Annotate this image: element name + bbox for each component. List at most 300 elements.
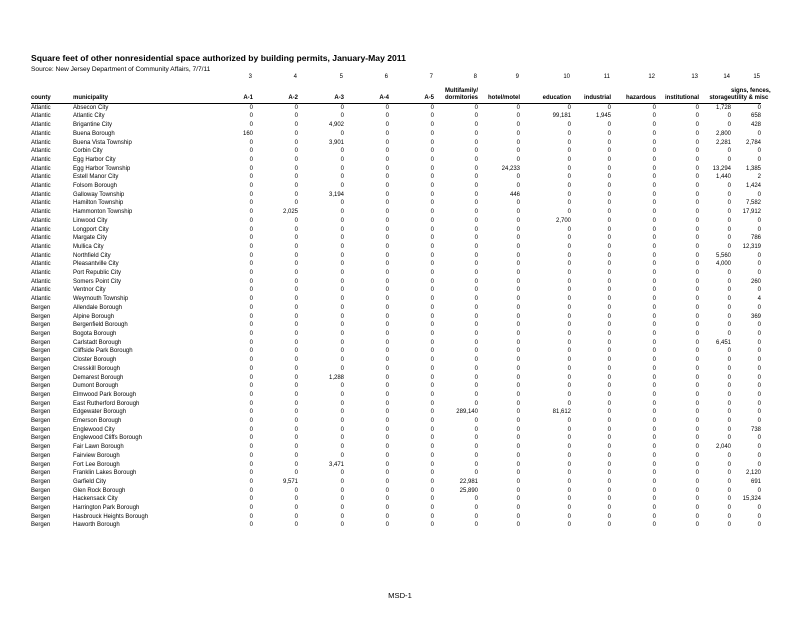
cell-municipality: Buena Vista Township [73, 139, 132, 146]
cell-a1: 0 [249, 461, 253, 468]
cell-hazardous: 0 [652, 304, 656, 311]
cell-municipality: Bogota Borough [73, 330, 117, 337]
cell-education: 0 [567, 278, 571, 285]
cell-county: Atlantic [31, 165, 51, 172]
cell-a3: 0 [340, 418, 344, 425]
cell-hotel: 0 [516, 461, 520, 468]
cell-signs: 0 [757, 461, 761, 468]
cell-storage: 0 [727, 461, 731, 468]
cell-industrial: 0 [607, 505, 611, 512]
cell-a1: 0 [249, 374, 253, 381]
header-storage: storage [709, 94, 731, 101]
cell-county: Bergen [31, 391, 51, 398]
cell-a1: 0 [249, 122, 253, 129]
cell-storage: 0 [727, 287, 731, 294]
header-institutional: institutional [665, 94, 699, 101]
cell-a3: 3,901 [328, 139, 344, 146]
table-row [31, 452, 761, 461]
cell-a2: 0 [294, 113, 298, 120]
cell-storage: 0 [727, 365, 731, 372]
permits-table [31, 73, 771, 530]
cell-institutional: 0 [695, 348, 699, 355]
header-hazardous: hazardous [625, 94, 656, 101]
cell-multifamily: 0 [474, 217, 478, 224]
cell-hotel: 0 [516, 330, 520, 337]
cell-municipality: Fort Lee Borough [73, 461, 120, 468]
table-row [31, 504, 761, 513]
cell-a2: 0 [294, 496, 298, 503]
table-row [31, 121, 761, 130]
cell-a3: 0 [340, 426, 344, 433]
cell-institutional: 0 [695, 148, 699, 155]
cell-a3: 0 [340, 478, 344, 485]
cell-multifamily: 0 [474, 365, 478, 372]
cell-storage: 4,000 [715, 261, 731, 268]
cell-a5: 0 [430, 357, 434, 364]
cell-a5: 0 [430, 330, 434, 337]
cell-industrial: 0 [607, 278, 611, 285]
cell-education: 0 [567, 418, 571, 425]
cell-signs: 0 [757, 444, 761, 451]
cell-a4: 0 [385, 130, 389, 137]
cell-a1: 0 [249, 505, 253, 512]
cell-multifamily: 0 [474, 348, 478, 355]
table-row [31, 313, 761, 322]
cell-signs: 0 [757, 452, 761, 459]
cell-institutional: 0 [695, 287, 699, 294]
cell-signs: 0 [757, 374, 761, 381]
cell-hazardous: 0 [652, 278, 656, 285]
cell-signs: 0 [757, 505, 761, 512]
cell-storage: 0 [727, 148, 731, 155]
cell-municipality: Haworth Borough [73, 522, 120, 529]
cell-a1: 0 [249, 304, 253, 311]
cell-hotel: 0 [516, 304, 520, 311]
cell-county: Bergen [31, 461, 51, 468]
cell-education: 0 [567, 287, 571, 294]
cell-multifamily: 289,140 [456, 409, 478, 416]
column-number: 14 [723, 74, 730, 80]
cell-multifamily: 0 [474, 304, 478, 311]
table-row [31, 356, 761, 365]
cell-a2: 0 [294, 252, 298, 259]
cell-multifamily: 0 [474, 374, 478, 381]
cell-a5: 0 [430, 113, 434, 120]
cell-education: 0 [567, 226, 571, 233]
cell-a2: 0 [294, 400, 298, 407]
cell-a1: 0 [249, 322, 253, 329]
cell-hazardous: 0 [652, 217, 656, 224]
cell-county: Bergen [31, 357, 51, 364]
cell-hotel: 0 [516, 104, 520, 111]
table-row [31, 286, 761, 295]
cell-industrial: 0 [607, 409, 611, 416]
cell-signs: 691 [750, 478, 761, 485]
table-row [31, 461, 761, 470]
cell-signs: 0 [757, 365, 761, 372]
cell-a3: 0 [340, 104, 344, 111]
cell-institutional: 0 [695, 383, 699, 390]
cell-a1: 0 [249, 383, 253, 390]
header-hotel: hotel/motel [487, 94, 520, 101]
cell-hazardous: 0 [652, 261, 656, 268]
cell-municipality: Galloway Township [73, 191, 125, 198]
cell-a2: 0 [294, 418, 298, 425]
cell-storage: 0 [727, 122, 731, 129]
cell-hotel: 0 [516, 478, 520, 485]
cell-industrial: 0 [607, 426, 611, 433]
table-row [31, 382, 761, 391]
cell-municipality: Hackensack City [73, 496, 118, 503]
cell-education: 0 [567, 261, 571, 268]
cell-a2: 0 [294, 261, 298, 268]
cell-county: Bergen [31, 313, 51, 320]
cell-hazardous: 0 [652, 130, 656, 137]
cell-hotel: 446 [509, 191, 520, 198]
cell-a5: 0 [430, 278, 434, 285]
cell-multifamily: 0 [474, 339, 478, 346]
cell-storage: 0 [727, 296, 731, 303]
cell-institutional: 0 [695, 426, 699, 433]
cell-a5: 0 [430, 418, 434, 425]
cell-education: 81,612 [552, 409, 571, 416]
cell-a5: 0 [430, 122, 434, 129]
cell-hotel: 0 [516, 339, 520, 346]
cell-county: Bergen [31, 426, 51, 433]
page-footer: MSD-1 [388, 591, 412, 600]
cell-signs: 0 [757, 348, 761, 355]
column-number: 6 [384, 74, 388, 80]
cell-a3: 0 [340, 278, 344, 285]
cell-a1: 0 [249, 226, 253, 233]
cell-institutional: 0 [695, 505, 699, 512]
cell-municipality: Mullica City [73, 243, 104, 250]
cell-municipality: Allendale Borough [73, 304, 123, 311]
cell-a5: 0 [430, 444, 434, 451]
cell-county: Atlantic [31, 252, 51, 259]
cell-hazardous: 0 [652, 243, 656, 250]
cell-county: Atlantic [31, 113, 51, 120]
cell-signs: 0 [757, 226, 761, 233]
cell-institutional: 0 [695, 444, 699, 451]
cell-multifamily: 0 [474, 513, 478, 520]
cell-a3: 0 [340, 487, 344, 494]
cell-municipality: Franklin Lakes Borough [73, 470, 137, 477]
cell-education: 0 [567, 470, 571, 477]
cell-storage: 0 [727, 470, 731, 477]
table-row [31, 347, 761, 356]
cell-signs: 0 [757, 270, 761, 277]
cell-industrial: 0 [607, 513, 611, 520]
cell-storage: 0 [727, 522, 731, 529]
cell-hazardous: 0 [652, 209, 656, 216]
cell-multifamily: 0 [474, 287, 478, 294]
cell-industrial: 0 [607, 183, 611, 190]
cell-hotel: 0 [516, 226, 520, 233]
table-row [31, 199, 761, 208]
cell-a1: 0 [249, 391, 253, 398]
cell-a4: 0 [385, 217, 389, 224]
cell-a3: 0 [340, 209, 344, 216]
cell-a3: 0 [340, 183, 344, 190]
cell-storage: 0 [727, 200, 731, 207]
cell-signs: 7,582 [745, 200, 761, 207]
cell-industrial: 0 [607, 148, 611, 155]
cell-a3: 0 [340, 270, 344, 277]
cell-a4: 0 [385, 365, 389, 372]
cell-industrial: 0 [607, 243, 611, 250]
cell-a5: 0 [430, 339, 434, 346]
cell-storage: 0 [727, 226, 731, 233]
cell-multifamily: 0 [474, 522, 478, 529]
column-number [73, 73, 213, 82]
cell-a4: 0 [385, 296, 389, 303]
cell-county: Atlantic [31, 104, 51, 111]
column-number: 5 [339, 74, 343, 80]
cell-municipality: Hammonton Township [73, 209, 133, 216]
cell-county: Bergen [31, 444, 51, 451]
cell-education: 0 [567, 130, 571, 137]
cell-hazardous: 0 [652, 296, 656, 303]
cell-multifamily: 0 [474, 400, 478, 407]
table-row [31, 112, 761, 121]
cell-hazardous: 0 [652, 165, 656, 172]
cell-a2: 0 [294, 191, 298, 198]
cell-institutional: 0 [695, 357, 699, 364]
cell-municipality: Fair Lawn Borough [73, 444, 124, 451]
cell-institutional: 0 [695, 139, 699, 146]
cell-industrial: 0 [607, 296, 611, 303]
cell-a2: 9,571 [282, 478, 298, 485]
cell-industrial: 0 [607, 313, 611, 320]
cell-a5: 0 [430, 165, 434, 172]
cell-hotel: 0 [516, 278, 520, 285]
table-row [31, 443, 761, 452]
cell-education: 0 [567, 487, 571, 494]
cell-institutional: 0 [695, 174, 699, 181]
cell-a5: 0 [430, 313, 434, 320]
cell-county: Bergen [31, 452, 51, 459]
cell-hazardous: 0 [652, 191, 656, 198]
cell-municipality: Linwood City [73, 217, 108, 224]
cell-a5: 0 [430, 148, 434, 155]
cell-municipality: Estell Manor City [73, 174, 119, 181]
cell-a4: 0 [385, 478, 389, 485]
table-row [31, 156, 761, 165]
cell-multifamily: 0 [474, 148, 478, 155]
cell-a4: 0 [385, 487, 389, 494]
cell-county: Atlantic [31, 217, 51, 224]
cell-a4: 0 [385, 374, 389, 381]
cell-a1: 0 [249, 278, 253, 285]
cell-a5: 0 [430, 104, 434, 111]
cell-industrial: 0 [607, 470, 611, 477]
cell-hazardous: 0 [652, 287, 656, 294]
cell-hazardous: 0 [652, 174, 656, 181]
cell-county: Bergen [31, 339, 51, 346]
cell-hazardous: 0 [652, 139, 656, 146]
cell-a5: 0 [430, 348, 434, 355]
cell-multifamily: 0 [474, 383, 478, 390]
cell-county: Bergen [31, 383, 51, 390]
cell-industrial: 0 [607, 461, 611, 468]
cell-signs: 0 [757, 383, 761, 390]
cell-a1: 0 [249, 287, 253, 294]
cell-a2: 0 [294, 339, 298, 346]
cell-a4: 0 [385, 435, 389, 442]
table-row [31, 339, 761, 348]
cell-signs: 369 [750, 313, 761, 320]
header-signs-line2: utility & misc [731, 94, 769, 101]
cell-a3: 0 [340, 348, 344, 355]
cell-hotel: 24,233 [501, 165, 520, 172]
cell-hotel: 0 [516, 183, 520, 190]
table-row [31, 182, 761, 191]
cell-a4: 0 [385, 261, 389, 268]
cell-education: 0 [567, 165, 571, 172]
cell-storage: 0 [727, 391, 731, 398]
table-row [31, 234, 761, 243]
cell-multifamily: 0 [474, 191, 478, 198]
cell-county: Bergen [31, 409, 51, 416]
cell-education: 0 [567, 400, 571, 407]
cell-a3: 0 [340, 243, 344, 250]
cell-county: Atlantic [31, 122, 51, 129]
cell-a2: 0 [294, 348, 298, 355]
cell-a4: 0 [385, 322, 389, 329]
cell-hazardous: 0 [652, 252, 656, 259]
cell-municipality: Cliffside Park Borough [73, 348, 133, 355]
cell-a4: 0 [385, 209, 389, 216]
cell-hazardous: 0 [652, 400, 656, 407]
cell-a5: 0 [430, 287, 434, 294]
cell-county: Bergen [31, 330, 51, 337]
cell-industrial: 0 [607, 191, 611, 198]
cell-a2: 0 [294, 522, 298, 529]
cell-a4: 0 [385, 243, 389, 250]
cell-county: Atlantic [31, 200, 51, 207]
cell-hotel: 0 [516, 365, 520, 372]
cell-county: Atlantic [31, 139, 51, 146]
cell-a3: 0 [340, 313, 344, 320]
cell-a2: 0 [294, 226, 298, 233]
column-number: 9 [515, 74, 519, 80]
cell-storage: 0 [727, 400, 731, 407]
cell-multifamily: 0 [474, 130, 478, 137]
cell-county: Atlantic [31, 270, 51, 277]
cell-industrial: 0 [607, 496, 611, 503]
cell-signs: 0 [757, 418, 761, 425]
cell-education: 0 [567, 330, 571, 337]
cell-industrial: 0 [607, 174, 611, 181]
cell-a1: 0 [249, 365, 253, 372]
cell-hotel: 0 [516, 209, 520, 216]
cell-hazardous: 0 [652, 330, 656, 337]
cell-education: 0 [567, 148, 571, 155]
cell-industrial: 0 [607, 391, 611, 398]
column-number: 8 [473, 74, 477, 80]
cell-industrial: 0 [607, 418, 611, 425]
cell-multifamily: 0 [474, 104, 478, 111]
cell-education: 0 [567, 200, 571, 207]
cell-a3: 0 [340, 165, 344, 172]
cell-multifamily: 0 [474, 418, 478, 425]
cell-county: Atlantic [31, 209, 51, 216]
cell-county: Atlantic [31, 183, 51, 190]
cell-a2: 0 [294, 330, 298, 337]
cell-a2: 0 [294, 287, 298, 294]
cell-signs: 0 [757, 191, 761, 198]
cell-storage: 0 [727, 426, 731, 433]
cell-municipality: Edgewater Borough [73, 409, 127, 416]
cell-a3: 0 [340, 391, 344, 398]
table-row [31, 374, 761, 383]
cell-hazardous: 0 [652, 496, 656, 503]
cell-a4: 0 [385, 122, 389, 129]
cell-hotel: 0 [516, 487, 520, 494]
cell-hotel: 0 [516, 270, 520, 277]
cell-hazardous: 0 [652, 148, 656, 155]
cell-municipality: Cresskill Borough [73, 365, 121, 372]
cell-a4: 0 [385, 505, 389, 512]
cell-industrial: 0 [607, 400, 611, 407]
cell-institutional: 0 [695, 270, 699, 277]
cell-hotel: 0 [516, 287, 520, 294]
table-row [31, 226, 761, 235]
cell-county: Atlantic [31, 278, 51, 285]
cell-education: 0 [567, 122, 571, 129]
cell-a1: 0 [249, 330, 253, 337]
cell-a5: 0 [430, 452, 434, 459]
cell-a2: 0 [294, 148, 298, 155]
source-note: Source: New Jersey Department of Community Affairs, 7/7/11 [31, 66, 211, 73]
cell-storage: 0 [727, 191, 731, 198]
cell-a1: 0 [249, 409, 253, 416]
cell-storage: 0 [727, 217, 731, 224]
cell-county: Bergen [31, 496, 51, 503]
cell-hotel: 0 [516, 357, 520, 364]
cell-municipality: Ventnor City [73, 287, 106, 294]
cell-signs: 0 [757, 156, 761, 163]
cell-hazardous: 0 [652, 374, 656, 381]
cell-education: 0 [567, 339, 571, 346]
cell-municipality: Closter Borough [73, 357, 117, 364]
cell-storage: 0 [727, 209, 731, 216]
cell-storage: 0 [727, 452, 731, 459]
cell-a2: 0 [294, 452, 298, 459]
cell-a4: 0 [385, 148, 389, 155]
table-row [31, 208, 761, 217]
cell-hazardous: 0 [652, 200, 656, 207]
cell-multifamily: 0 [474, 452, 478, 459]
cell-municipality: Corbin City [73, 148, 103, 155]
cell-a3: 0 [340, 287, 344, 294]
cell-institutional: 0 [695, 252, 699, 259]
cell-multifamily: 0 [474, 461, 478, 468]
cell-hazardous: 0 [652, 470, 656, 477]
cell-storage: 5,560 [715, 252, 731, 259]
cell-county: Bergen [31, 322, 51, 329]
cell-storage: 0 [727, 183, 731, 190]
table-row [31, 391, 761, 400]
cell-municipality: Buena Borough [73, 130, 115, 137]
cell-a2: 0 [294, 235, 298, 242]
cell-education: 0 [567, 252, 571, 259]
cell-signs: 2 [757, 174, 761, 181]
cell-hotel: 0 [516, 470, 520, 477]
cell-hotel: 0 [516, 444, 520, 451]
cell-a5: 0 [430, 426, 434, 433]
